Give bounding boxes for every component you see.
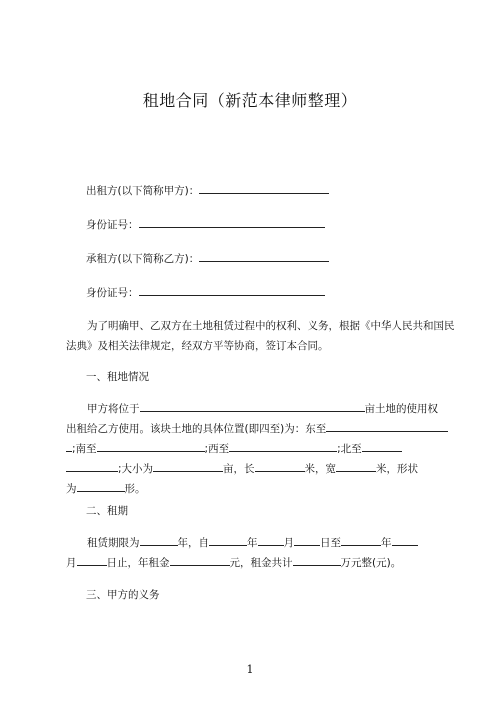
sec2-text: 日至 [320,537,341,549]
sec1-text: ;北至 [337,443,362,455]
term-years-blank[interactable] [140,534,178,546]
total-rent-blank[interactable] [293,554,341,566]
sec1-text: 形。 [124,483,146,495]
sec2-text: 万元整(元)。 [340,557,402,569]
lessee-label: 承租方(以下简称乙方)： [86,253,200,265]
length-blank[interactable] [255,460,305,472]
section-1-heading: 一、租地情况 [86,371,149,383]
end-day-blank[interactable] [77,554,107,566]
east-boundary-blank[interactable] [326,420,448,432]
sec2-text: 租赁期限为 [87,537,140,549]
lessee-id-blank[interactable] [139,284,325,296]
sec2-text: 日止，年租金 [106,557,170,569]
sec1-text: 出租给乙方使用。该块土地的具体位置(即四至)为：东至 [66,423,327,435]
lessee-blank[interactable] [199,250,329,262]
start-day-blank[interactable] [294,534,320,546]
section-3-heading: 三、甲方的义务 [86,589,160,601]
width-blank[interactable] [336,460,376,472]
intro-line-2: 法典》及相关法律规定，经双方平等协商，签订本合同。 [66,340,329,352]
north-boundary-blank[interactable] [362,440,402,452]
sec1-text: ;西至 [204,443,230,455]
section-2-body [66,533,446,573]
section-1-body [66,399,446,499]
sec1-text: ;南至 [72,443,97,455]
sec2-text: 月 [66,557,77,569]
location-blank[interactable] [140,400,365,412]
lessor-blank[interactable] [199,182,329,194]
start-month-blank[interactable] [258,534,284,546]
sec1-text: 亩，长 [223,463,255,475]
sec1-text: 米，形状 [376,463,419,475]
sec1-text: ;大小为 [118,463,154,475]
lessee-field [86,250,329,266]
lessee-id-field [86,284,325,300]
sec1-text: 甲方将位于 [87,403,140,415]
south-boundary-blank[interactable] [97,440,205,452]
sec2-text: 年 [381,537,392,549]
sec2-text: 元，租金共计 [229,557,293,569]
annual-rent-blank[interactable] [170,554,230,566]
lessor-id-label: 身份证号： [86,219,139,231]
sec1-text: 亩土地的使用权 [364,403,438,415]
sec1-text: 米，宽 [304,463,337,475]
sec2-text: 年 [247,537,258,549]
shape-blank[interactable] [77,480,125,492]
document-title: 租地合同（新范本律师整理） [142,91,358,110]
area-blank[interactable] [153,460,223,472]
end-year-blank[interactable] [341,534,381,546]
start-year-blank[interactable] [209,534,247,546]
sec1-text: 为 [66,483,77,495]
lessor-field [86,182,329,198]
section-2-heading: 二、租期 [86,505,128,517]
lessor-label: 出租方(以下简称甲方)： [86,185,200,197]
west-boundary-blank[interactable] [229,440,337,452]
lessor-id-field [86,216,325,232]
end-month-blank-head[interactable] [392,534,418,546]
sec2-text: 月 [283,537,294,549]
lessor-id-blank[interactable] [139,216,325,228]
page-number: 1 [246,663,254,676]
intro-paragraph [66,316,455,356]
lessee-id-label: 身份证号： [86,287,139,299]
intro-line-1: 为了明确甲、乙双方在土地租赁过程中的权利、义务，根据《中华人民共和国民 [87,320,455,332]
north-boundary-blank-cont[interactable] [66,460,118,472]
sec2-text: 年，自 [177,537,209,549]
